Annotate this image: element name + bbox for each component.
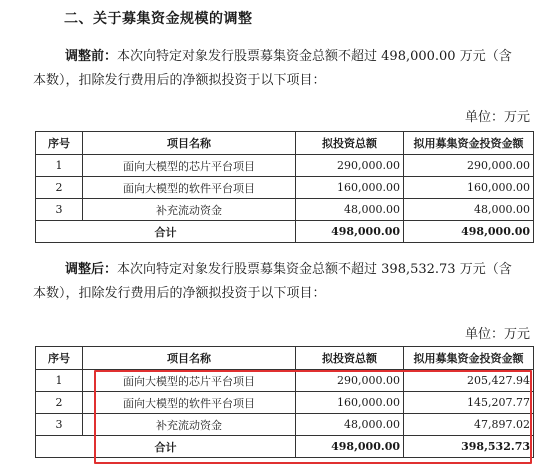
table-total-row [36,221,534,243]
row-name: 面向大模型的软件平台项目 [83,177,296,199]
header-name: 项目名称 [83,132,296,155]
row-no: 3 [36,199,83,221]
table-row [36,155,534,177]
before-text-line1: 本次向特定对象发行股票募集资金总额不超过 498,000.00 万元（含 [117,49,512,64]
table-row [36,370,534,392]
total-label: 合计 [36,221,296,243]
header-no: 序号 [36,347,83,370]
row-raised: 205,427.94 [404,370,534,392]
total-raised: 498,000.00 [404,221,534,243]
table-row [36,414,534,436]
before-table [35,131,534,243]
table-row [36,177,534,199]
after-unit: 单位：万元 [464,327,530,342]
before-unit: 单位：万元 [464,110,530,125]
total-total: 498,000.00 [296,221,404,243]
table-row [36,392,534,414]
row-total: 160,000.00 [296,392,404,414]
row-total: 48,000.00 [296,414,404,436]
row-total: 48,000.00 [296,199,404,221]
after-text-line2: 本数），扣除发行费用后的净额拟投资于以下项目： [33,286,326,301]
row-raised: 145,207.77 [404,392,534,414]
header-total: 拟投资总额 [296,347,404,370]
row-name: 补充流动资金 [83,199,296,221]
row-no: 2 [36,392,83,414]
header-raised: 拟用募集资金投资金额 [404,132,534,155]
after-label: 调整后： [65,262,118,277]
row-no: 1 [36,155,83,177]
row-raised: 160,000.00 [404,177,534,199]
row-raised: 290,000.00 [404,155,534,177]
row-total: 290,000.00 [296,370,404,392]
row-name: 面向大模型的软件平台项目 [83,392,296,414]
row-no: 3 [36,414,83,436]
row-raised: 47,897.02 [404,414,534,436]
before-text-line2: 本数），扣除发行费用后的净额拟投资于以下项目： [33,73,326,88]
section-heading: 二、关于募集资金规模的调整 [64,11,253,27]
before-paragraph [33,45,533,93]
row-total: 290,000.00 [296,155,404,177]
row-no: 1 [36,370,83,392]
row-total: 160,000.00 [296,177,404,199]
header-total: 拟投资总额 [296,132,404,155]
row-name: 面向大模型的芯片平台项目 [83,155,296,177]
total-total: 498,000.00 [296,436,404,458]
after-paragraph [33,258,533,306]
table-row [36,199,534,221]
after-text-line1: 本次向特定对象发行股票募集资金总额不超过 398,532.73 万元（含 [117,262,512,277]
header-raised: 拟用募集资金投资金额 [404,347,534,370]
row-raised: 48,000.00 [404,199,534,221]
row-name: 面向大模型的芯片平台项目 [83,370,296,392]
before-label: 调整前： [65,49,118,64]
total-raised: 398,532.73 [404,436,534,458]
row-no: 2 [36,177,83,199]
table-total-row [36,436,534,458]
table-header-row [36,132,534,155]
after-table [35,346,534,458]
total-label: 合计 [36,436,296,458]
header-name: 项目名称 [83,347,296,370]
table-header-row [36,347,534,370]
header-no: 序号 [36,132,83,155]
row-name: 补充流动资金 [83,414,296,436]
